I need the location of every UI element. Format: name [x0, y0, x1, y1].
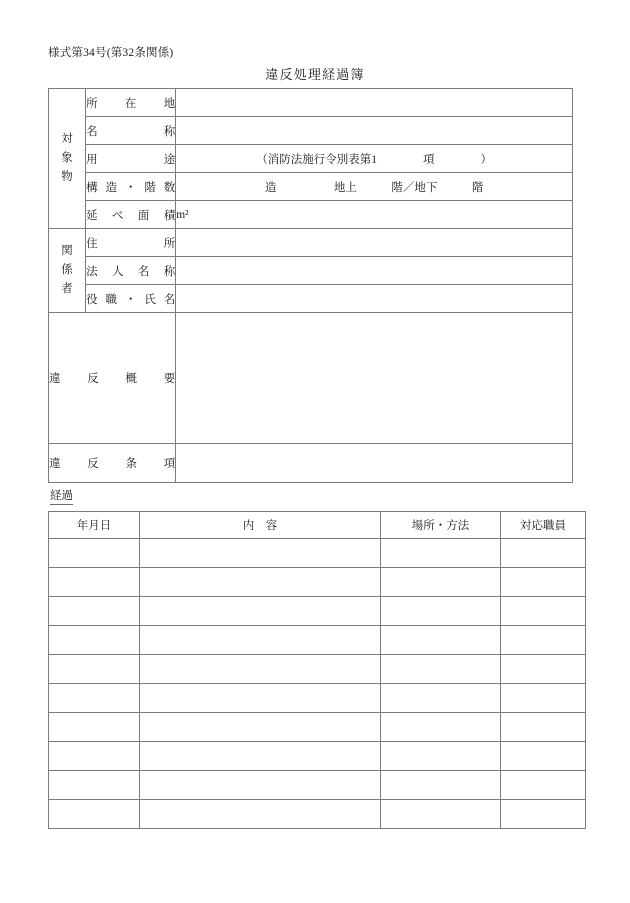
- row-value-violation-articles[interactable]: [176, 444, 573, 483]
- table-row: [49, 626, 586, 655]
- cell-content[interactable]: [140, 597, 381, 626]
- column-header-staff: 対応職員: [501, 512, 586, 539]
- cell-staff[interactable]: [501, 568, 586, 597]
- row-value-structure-floors[interactable]: 造 地上 階／地下 階: [176, 173, 573, 201]
- group-label-subject: [49, 89, 86, 229]
- column-header-place-method: 場所・方法: [381, 512, 501, 539]
- table-row: [49, 713, 586, 742]
- row-value-title-name[interactable]: [176, 285, 573, 313]
- row-label-violation-summary: 違反概要: [49, 313, 176, 444]
- row-value-violation-summary[interactable]: [176, 313, 573, 444]
- row-label-violation-articles: 違反条項: [49, 444, 176, 483]
- cell-place-method[interactable]: [381, 742, 501, 771]
- progress-log-table: [48, 511, 586, 829]
- cell-staff[interactable]: [501, 539, 586, 568]
- table-row: [49, 285, 573, 313]
- row-value-usage[interactable]: （消防法施行令別表第1 項 ）: [176, 145, 573, 173]
- table-row: [49, 597, 586, 626]
- cell-place-method[interactable]: [381, 539, 501, 568]
- cell-content[interactable]: [140, 713, 381, 742]
- table-row: [49, 800, 586, 829]
- cell-content[interactable]: [140, 742, 381, 771]
- row-label-total-area: 延べ面積: [86, 201, 176, 229]
- cell-staff[interactable]: [501, 713, 586, 742]
- table-row: [49, 655, 586, 684]
- group-label-char: 関: [61, 245, 73, 258]
- progress-section-heading: 経過: [50, 490, 73, 505]
- row-value-total-area[interactable]: m²: [176, 201, 573, 229]
- row-label-structure-floors: 構造・階数: [86, 173, 176, 201]
- row-label-title-name: 役職・氏名: [86, 285, 176, 313]
- cell-staff[interactable]: [501, 655, 586, 684]
- column-header-content: 内 容: [140, 512, 381, 539]
- cell-content[interactable]: [140, 655, 381, 684]
- cell-content[interactable]: [140, 568, 381, 597]
- cell-date[interactable]: [49, 626, 140, 655]
- table-row: [49, 313, 573, 444]
- table-row: [49, 117, 573, 145]
- row-value-name[interactable]: [176, 117, 573, 145]
- row-value-address[interactable]: [176, 229, 573, 257]
- column-header-date: 年月日: [49, 512, 140, 539]
- table-header-row: [49, 512, 586, 539]
- table-row: [49, 89, 573, 117]
- cell-date[interactable]: [49, 742, 140, 771]
- cell-place-method[interactable]: [381, 626, 501, 655]
- cell-place-method[interactable]: [381, 684, 501, 713]
- cell-staff[interactable]: [501, 800, 586, 829]
- cell-content[interactable]: [140, 626, 381, 655]
- cell-place-method[interactable]: [381, 568, 501, 597]
- row-label-location: 所在地: [86, 89, 176, 117]
- group-label-char: 象: [61, 152, 73, 165]
- form-number: 様式第34号(第32条関係): [48, 47, 174, 59]
- row-value-location[interactable]: [176, 89, 573, 117]
- row-label-address: 住所: [86, 229, 176, 257]
- table-row: [49, 145, 573, 173]
- cell-staff[interactable]: [501, 626, 586, 655]
- group-label-related-party: [49, 229, 86, 313]
- table-row: [49, 201, 573, 229]
- page-title: 違反処理経過簿: [265, 67, 365, 82]
- table-row: [49, 771, 586, 800]
- cell-staff[interactable]: [501, 597, 586, 626]
- cell-date[interactable]: [49, 539, 140, 568]
- table-row: [49, 568, 586, 597]
- subject-details-table: [48, 88, 573, 483]
- cell-date[interactable]: [49, 684, 140, 713]
- cell-date[interactable]: [49, 568, 140, 597]
- cell-staff[interactable]: [501, 742, 586, 771]
- cell-date[interactable]: [49, 800, 140, 829]
- group-label-char: 者: [61, 282, 73, 295]
- table-row: [49, 444, 573, 483]
- cell-date[interactable]: [49, 771, 140, 800]
- group-label-char: 係: [61, 264, 73, 277]
- cell-content[interactable]: [140, 684, 381, 713]
- row-label-name: 名称: [86, 117, 176, 145]
- row-value-corporate-name[interactable]: [176, 257, 573, 285]
- cell-place-method[interactable]: [381, 771, 501, 800]
- table-row: [49, 229, 573, 257]
- cell-content[interactable]: [140, 800, 381, 829]
- group-label-char: 物: [61, 170, 73, 183]
- group-label-char: 対: [61, 133, 73, 146]
- cell-place-method[interactable]: [381, 655, 501, 684]
- row-label-usage: 用途: [86, 145, 176, 173]
- cell-staff[interactable]: [501, 771, 586, 800]
- cell-date[interactable]: [49, 655, 140, 684]
- table-row: [49, 742, 586, 771]
- cell-content[interactable]: [140, 539, 381, 568]
- cell-staff[interactable]: [501, 684, 586, 713]
- cell-place-method[interactable]: [381, 800, 501, 829]
- cell-content[interactable]: [140, 771, 381, 800]
- cell-date[interactable]: [49, 713, 140, 742]
- table-row: [49, 684, 586, 713]
- table-row: [49, 257, 573, 285]
- table-row: [49, 539, 586, 568]
- table-row: [49, 173, 573, 201]
- cell-place-method[interactable]: [381, 713, 501, 742]
- cell-place-method[interactable]: [381, 597, 501, 626]
- cell-date[interactable]: [49, 597, 140, 626]
- row-label-corporate-name: 法人名称: [86, 257, 176, 285]
